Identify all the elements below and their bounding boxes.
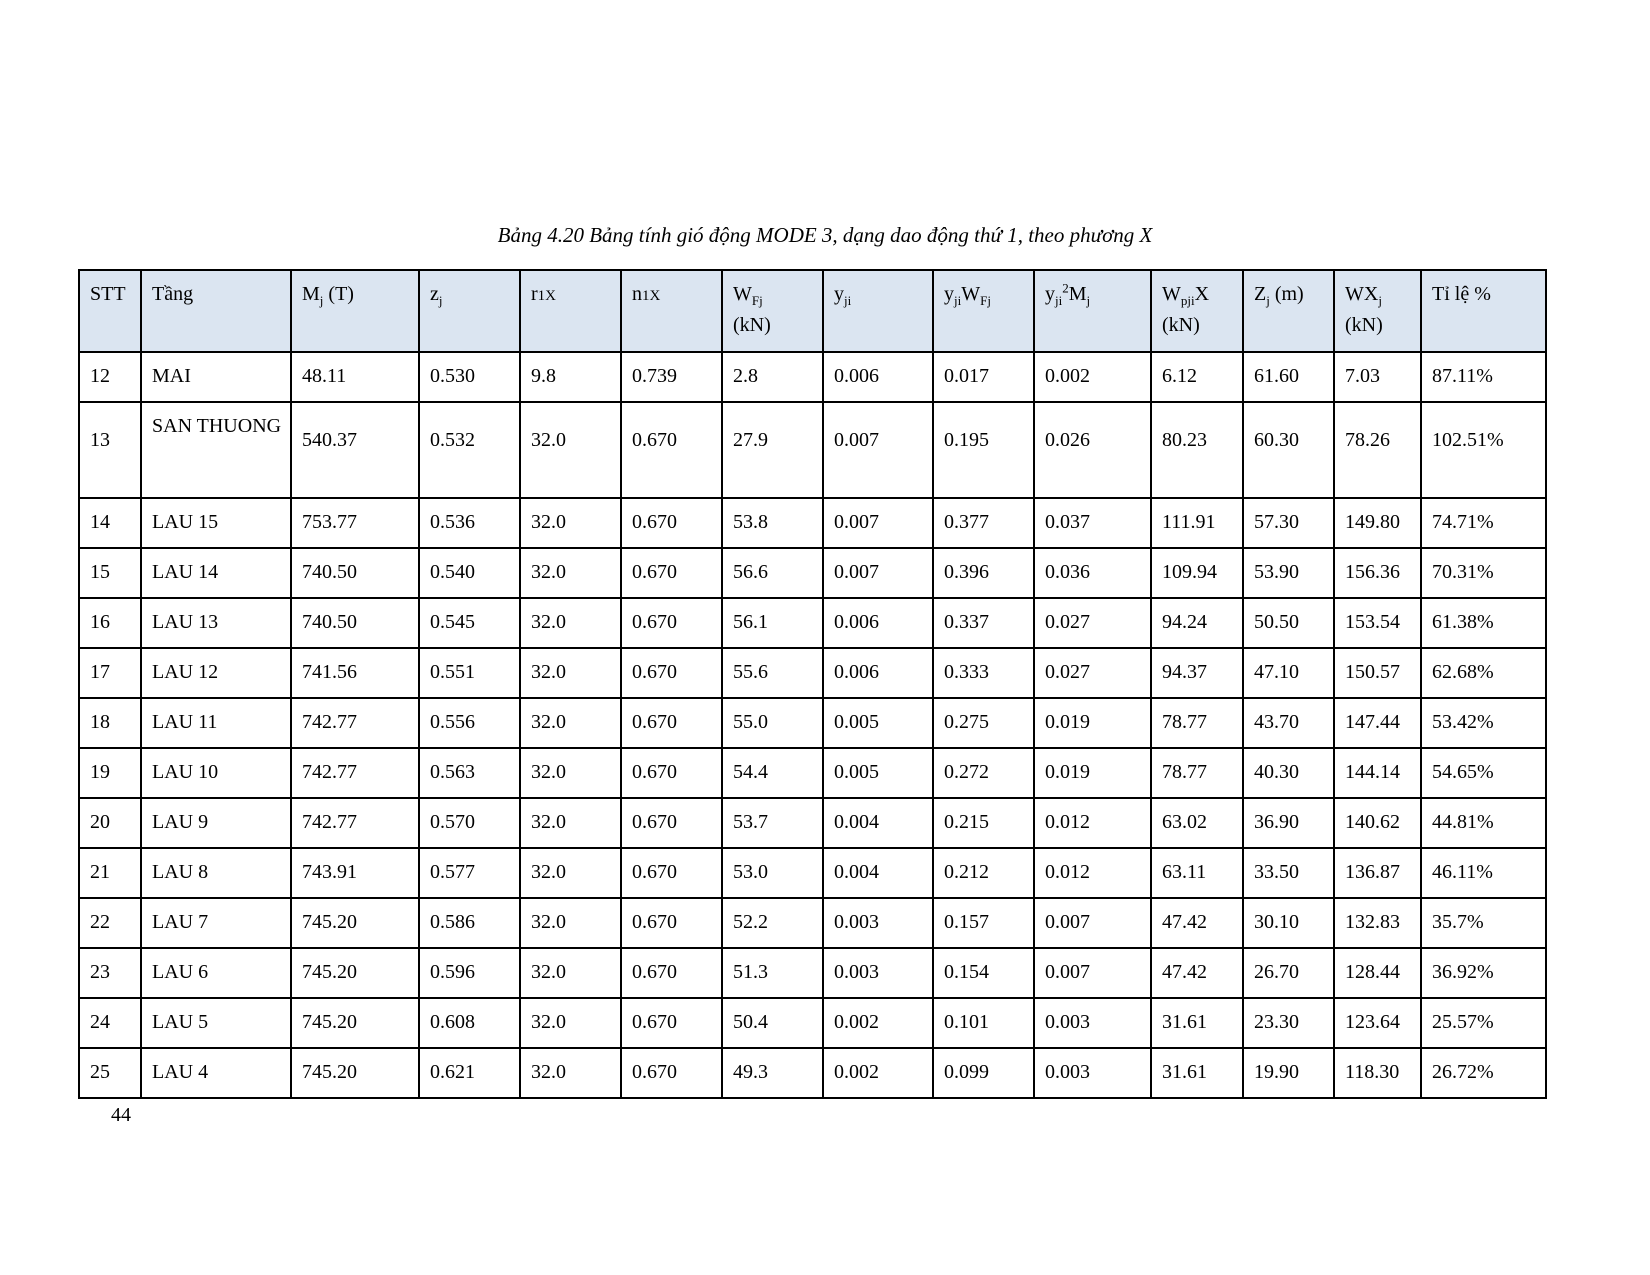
cell-wfj: 2.8 [722, 352, 823, 402]
cell-tang: LAU 7 [141, 898, 291, 948]
cell-n: 0.670 [621, 948, 722, 998]
table-row [79, 848, 1546, 898]
cell-zm: 60.30 [1243, 402, 1334, 498]
cell-zj: 0.608 [419, 998, 520, 1048]
col-header-yji: $y_{ji}$ [823, 270, 933, 352]
cell-mj: 742.77 [291, 748, 419, 798]
cell-wp: 111.91 [1151, 498, 1243, 548]
table-row [79, 698, 1546, 748]
cell-zj: 0.586 [419, 898, 520, 948]
cell-zm: 30.10 [1243, 898, 1334, 948]
cell-n: 0.670 [621, 898, 722, 948]
cell-wp: 63.02 [1151, 798, 1243, 848]
cell-tile: 62.68% [1421, 648, 1546, 698]
cell-y2m: 0.003 [1034, 998, 1151, 1048]
cell-wx: 136.87 [1334, 848, 1421, 898]
cell-tile: 70.31% [1421, 548, 1546, 598]
cell-wp: 94.24 [1151, 598, 1243, 648]
cell-yji: 0.002 [823, 998, 933, 1048]
cell-r: 32.0 [520, 898, 621, 948]
cell-zj: 0.540 [419, 548, 520, 598]
cell-mj: 745.20 [291, 998, 419, 1048]
table-row [79, 352, 1546, 402]
cell-yji: 0.004 [823, 848, 933, 898]
cell-n: 0.670 [621, 698, 722, 748]
cell-yji: 0.007 [823, 548, 933, 598]
cell-stt: 14 [79, 498, 141, 548]
table-row [79, 498, 1546, 548]
cell-tang: MAI [141, 352, 291, 402]
cell-mj: 540.37 [291, 402, 419, 498]
cell-wp: 80.23 [1151, 402, 1243, 498]
cell-yw: 0.333 [933, 648, 1034, 698]
table-row [79, 598, 1546, 648]
cell-zj: 0.577 [419, 848, 520, 898]
cell-yw: 0.215 [933, 798, 1034, 848]
cell-mj: 753.77 [291, 498, 419, 548]
cell-mj: 745.20 [291, 898, 419, 948]
cell-wp: 78.77 [1151, 698, 1243, 748]
cell-wp: 78.77 [1151, 748, 1243, 798]
cell-r: 32.0 [520, 402, 621, 498]
table-body [79, 352, 1546, 1098]
cell-zm: 43.70 [1243, 698, 1334, 748]
cell-wx: 123.64 [1334, 998, 1421, 1048]
cell-tang: LAU 10 [141, 748, 291, 798]
cell-stt: 23 [79, 948, 141, 998]
cell-stt: 16 [79, 598, 141, 648]
cell-r: 32.0 [520, 948, 621, 998]
cell-tile: 44.81% [1421, 798, 1546, 848]
col-header-yji-wfj: $y_{ji}W_{Fj}$ [933, 270, 1034, 352]
cell-wx: 132.83 [1334, 898, 1421, 948]
cell-yw: 0.154 [933, 948, 1034, 998]
cell-wx: 128.44 [1334, 948, 1421, 998]
cell-zj: 0.536 [419, 498, 520, 548]
cell-tang: LAU 13 [141, 598, 291, 648]
cell-n: 0.670 [621, 548, 722, 598]
cell-tang: SAN THUONG [141, 402, 291, 498]
cell-y2m: 0.007 [1034, 898, 1151, 948]
cell-yji: 0.007 [823, 498, 933, 548]
cell-wfj: 53.8 [722, 498, 823, 548]
cell-yji: 0.006 [823, 598, 933, 648]
cell-stt: 24 [79, 998, 141, 1048]
cell-mj: 742.77 [291, 798, 419, 848]
cell-tile: 102.51% [1421, 402, 1546, 498]
cell-mj: 743.91 [291, 848, 419, 898]
cell-wx: 7.03 [1334, 352, 1421, 402]
cell-y2m: 0.012 [1034, 848, 1151, 898]
cell-tang: LAU 4 [141, 1048, 291, 1098]
cell-tile: 46.11% [1421, 848, 1546, 898]
cell-mj: 745.20 [291, 948, 419, 998]
cell-tile: 36.92% [1421, 948, 1546, 998]
cell-stt: 13 [79, 402, 141, 498]
cell-wfj: 50.4 [722, 998, 823, 1048]
cell-r: 32.0 [520, 798, 621, 848]
cell-yw: 0.157 [933, 898, 1034, 948]
cell-y2m: 0.019 [1034, 748, 1151, 798]
cell-wfj: 53.0 [722, 848, 823, 898]
cell-y2m: 0.003 [1034, 1048, 1151, 1098]
cell-mj: 740.50 [291, 598, 419, 648]
cell-zj: 0.530 [419, 352, 520, 402]
cell-wfj: 56.1 [722, 598, 823, 648]
cell-tang: LAU 6 [141, 948, 291, 998]
cell-stt: 17 [79, 648, 141, 698]
cell-r: 32.0 [520, 698, 621, 748]
cell-wp: 47.42 [1151, 948, 1243, 998]
page-number: 44 [111, 1104, 131, 1126]
cell-n: 0.670 [621, 1048, 722, 1098]
cell-tang: LAU 9 [141, 798, 291, 848]
cell-yw: 0.337 [933, 598, 1034, 648]
cell-zm: 26.70 [1243, 948, 1334, 998]
cell-zj: 0.532 [419, 402, 520, 498]
table-row [79, 548, 1546, 598]
cell-zm: 33.50 [1243, 848, 1334, 898]
cell-mj: 740.50 [291, 548, 419, 598]
cell-yji: 0.003 [823, 948, 933, 998]
cell-n: 0.670 [621, 498, 722, 548]
cell-zj: 0.545 [419, 598, 520, 648]
table-caption: Bảng 4.20 Bảng tính gió động MODE 3, dạng dao động thứ 1, theo phương X [497, 223, 1153, 247]
cell-r: 32.0 [520, 748, 621, 798]
table-row [79, 798, 1546, 848]
cell-y2m: 0.007 [1034, 948, 1151, 998]
cell-wx: 150.57 [1334, 648, 1421, 698]
cell-wfj: 55.0 [722, 698, 823, 748]
cell-wfj: 27.9 [722, 402, 823, 498]
cell-n: 0.670 [621, 998, 722, 1048]
cell-yji: 0.005 [823, 698, 933, 748]
cell-stt: 20 [79, 798, 141, 848]
cell-yw: 0.195 [933, 402, 1034, 498]
cell-zm: 53.90 [1243, 548, 1334, 598]
cell-wfj: 56.6 [722, 548, 823, 598]
cell-n: 0.670 [621, 402, 722, 498]
col-header-wfj: $W_{Fj}$ (kN) [722, 270, 823, 352]
table-row [79, 402, 1546, 498]
cell-y2m: 0.002 [1034, 352, 1151, 402]
col-header-mj: $M_j$ (T) [291, 270, 419, 352]
cell-tile: 26.72% [1421, 1048, 1546, 1098]
cell-yji: 0.004 [823, 798, 933, 848]
cell-mj: 48.11 [291, 352, 419, 402]
cell-zm: 50.50 [1243, 598, 1334, 648]
cell-wp: 94.37 [1151, 648, 1243, 698]
cell-mj: 745.20 [291, 1048, 419, 1098]
cell-tile: 35.7% [1421, 898, 1546, 948]
cell-r: 32.0 [520, 598, 621, 648]
cell-r: 32.0 [520, 648, 621, 698]
cell-y2m: 0.027 [1034, 648, 1151, 698]
cell-wx: 140.62 [1334, 798, 1421, 848]
col-header-zj: $z_j$ [419, 270, 520, 352]
col-header-zj-m: $Z_j$ (m) [1243, 270, 1334, 352]
cell-r: 9.8 [520, 352, 621, 402]
cell-y2m: 0.026 [1034, 402, 1151, 498]
cell-wfj: 52.2 [722, 898, 823, 948]
cell-wx: 147.44 [1334, 698, 1421, 748]
cell-wx: 149.80 [1334, 498, 1421, 548]
cell-zm: 19.90 [1243, 1048, 1334, 1098]
cell-zm: 23.30 [1243, 998, 1334, 1048]
cell-tang: LAU 12 [141, 648, 291, 698]
cell-stt: 21 [79, 848, 141, 898]
cell-zm: 36.90 [1243, 798, 1334, 848]
wind-calculation-table [78, 269, 1547, 1099]
table-row [79, 948, 1546, 998]
cell-yw: 0.017 [933, 352, 1034, 402]
table-row [79, 1048, 1546, 1098]
cell-tile: 74.71% [1421, 498, 1546, 548]
table-header-row [79, 270, 1546, 352]
cell-r: 32.0 [520, 548, 621, 598]
cell-yw: 0.272 [933, 748, 1034, 798]
cell-tang: LAU 15 [141, 498, 291, 548]
cell-yw: 0.396 [933, 548, 1034, 598]
cell-r: 32.0 [520, 848, 621, 898]
cell-y2m: 0.012 [1034, 798, 1151, 848]
col-header-ti-le: Tỉ lệ % [1421, 270, 1546, 352]
cell-wp: 31.61 [1151, 998, 1243, 1048]
cell-zj: 0.563 [419, 748, 520, 798]
cell-yw: 0.275 [933, 698, 1034, 748]
col-header-wpjix: $W_{pji}X$ (kN) [1151, 270, 1243, 352]
cell-yw: 0.101 [933, 998, 1034, 1048]
cell-yji: 0.005 [823, 748, 933, 798]
table-row [79, 748, 1546, 798]
cell-wx: 153.54 [1334, 598, 1421, 648]
cell-tang: LAU 11 [141, 698, 291, 748]
cell-stt: 22 [79, 898, 141, 948]
cell-n: 0.670 [621, 648, 722, 698]
cell-zj: 0.551 [419, 648, 520, 698]
cell-wp: 109.94 [1151, 548, 1243, 598]
cell-yw: 0.377 [933, 498, 1034, 548]
cell-yji: 0.003 [823, 898, 933, 948]
cell-tile: 54.65% [1421, 748, 1546, 798]
table-row [79, 648, 1546, 698]
cell-n: 0.670 [621, 598, 722, 648]
col-header-stt: STT [79, 270, 141, 352]
cell-r: 32.0 [520, 498, 621, 548]
cell-yji: 0.002 [823, 1048, 933, 1098]
cell-tang: LAU 5 [141, 998, 291, 1048]
cell-y2m: 0.027 [1034, 598, 1151, 648]
cell-r: 32.0 [520, 1048, 621, 1098]
cell-mj: 742.77 [291, 698, 419, 748]
col-header-wxj: $WX_j$ (kN) [1334, 270, 1421, 352]
cell-zm: 61.60 [1243, 352, 1334, 402]
cell-wp: 47.42 [1151, 898, 1243, 948]
col-header-r1x: r1X [520, 270, 621, 352]
cell-yji: 0.006 [823, 352, 933, 402]
cell-wp: 6.12 [1151, 352, 1243, 402]
cell-stt: 25 [79, 1048, 141, 1098]
cell-zm: 47.10 [1243, 648, 1334, 698]
col-header-tang: Tầng [141, 270, 291, 352]
cell-n: 0.670 [621, 848, 722, 898]
cell-n: 0.670 [621, 798, 722, 848]
cell-stt: 18 [79, 698, 141, 748]
cell-wfj: 55.6 [722, 648, 823, 698]
cell-y2m: 0.036 [1034, 548, 1151, 598]
col-header-yji2-mj: $y_{ji}^2M_j$ [1034, 270, 1151, 352]
cell-zj: 0.621 [419, 1048, 520, 1098]
cell-zm: 40.30 [1243, 748, 1334, 798]
cell-zj: 0.596 [419, 948, 520, 998]
cell-wx: 78.26 [1334, 402, 1421, 498]
cell-wx: 144.14 [1334, 748, 1421, 798]
cell-stt: 15 [79, 548, 141, 598]
cell-n: 0.670 [621, 748, 722, 798]
cell-tile: 87.11% [1421, 352, 1546, 402]
col-header-n1x: n1X [621, 270, 722, 352]
cell-y2m: 0.019 [1034, 698, 1151, 748]
cell-zm: 57.30 [1243, 498, 1334, 548]
cell-zj: 0.570 [419, 798, 520, 848]
cell-wfj: 54.4 [722, 748, 823, 798]
cell-yji: 0.006 [823, 648, 933, 698]
cell-yw: 0.099 [933, 1048, 1034, 1098]
cell-yji: 0.007 [823, 402, 933, 498]
cell-n: 0.739 [621, 352, 722, 402]
cell-tang: LAU 8 [141, 848, 291, 898]
cell-tile: 53.42% [1421, 698, 1546, 748]
cell-stt: 12 [79, 352, 141, 402]
cell-stt: 19 [79, 748, 141, 798]
cell-yw: 0.212 [933, 848, 1034, 898]
cell-wfj: 53.7 [722, 798, 823, 848]
cell-wfj: 49.3 [722, 1048, 823, 1098]
cell-mj: 741.56 [291, 648, 419, 698]
cell-wp: 63.11 [1151, 848, 1243, 898]
cell-wp: 31.61 [1151, 1048, 1243, 1098]
cell-wx: 156.36 [1334, 548, 1421, 598]
cell-tang: LAU 14 [141, 548, 291, 598]
table-row [79, 898, 1546, 948]
cell-y2m: 0.037 [1034, 498, 1151, 548]
cell-wfj: 51.3 [722, 948, 823, 998]
cell-tile: 61.38% [1421, 598, 1546, 648]
table-row [79, 998, 1546, 1048]
cell-tile: 25.57% [1421, 998, 1546, 1048]
cell-wx: 118.30 [1334, 1048, 1421, 1098]
cell-r: 32.0 [520, 998, 621, 1048]
cell-zj: 0.556 [419, 698, 520, 748]
